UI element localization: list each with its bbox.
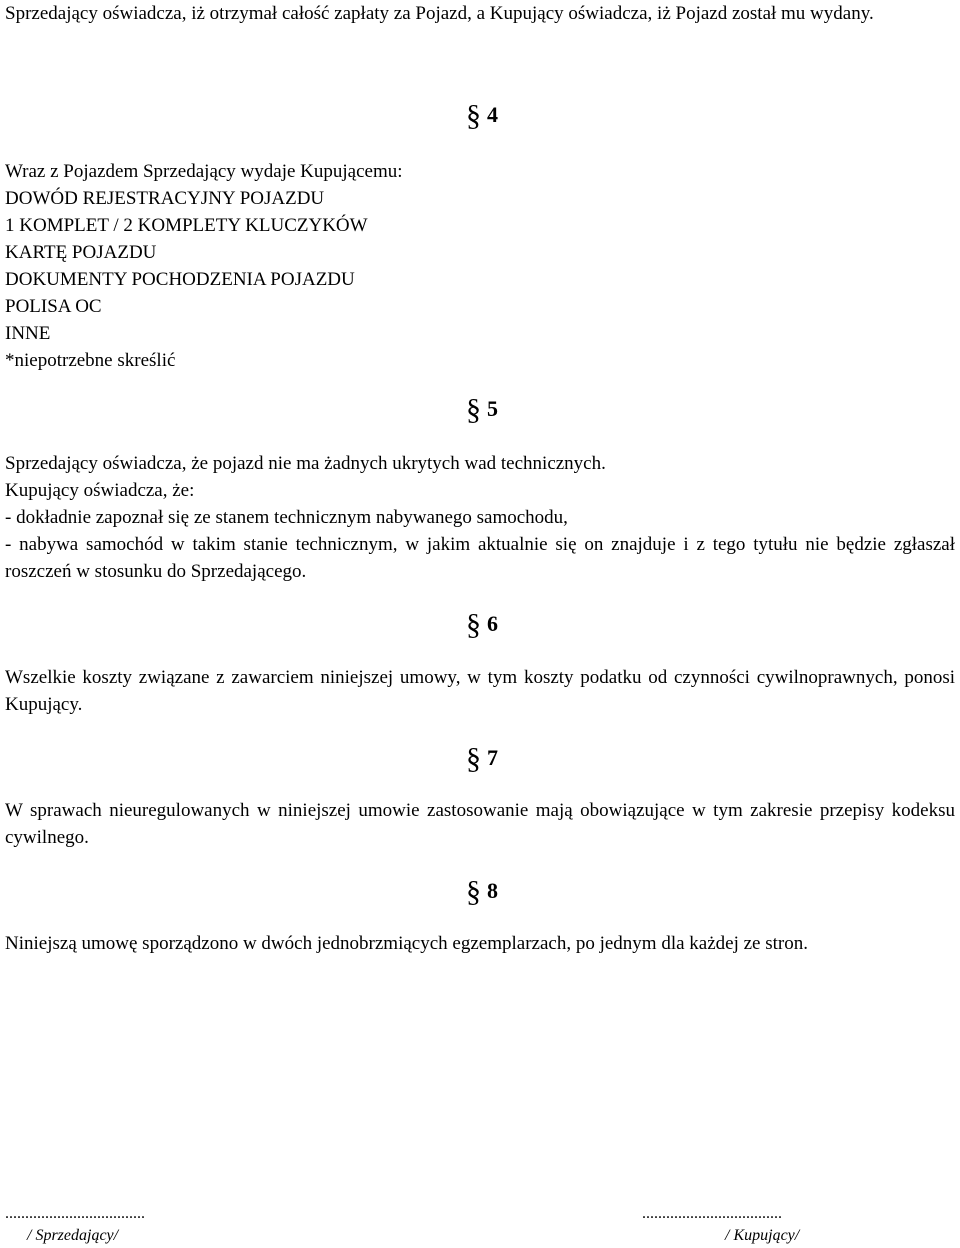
intro-paragraph: Sprzedający oświadcza, iż otrzymał całość zapłaty za Pojazd, a Kupujący oświadcza, iż Pojazd został mu wydany. (5, 3, 874, 24)
section-6-text: Wszelkie koszty związane z zawarciem niniejszej umowy, w tym koszty podatku od czynności cywilnoprawnych, ponosi Kupujący. (5, 667, 955, 715)
handover-item: DOKUMENTY POCHODZENIA POJAZDU (5, 269, 355, 290)
section-symbol: § (466, 608, 481, 641)
section-5-body (5, 450, 955, 585)
handover-item: POLISA OC (5, 296, 102, 317)
handover-item: KARTĘ POJAZDU (5, 242, 157, 263)
buyer-statement-point: - dokładnie zapoznał się ze stanem technicznym nabywanego samochodu, (5, 507, 568, 528)
section-number: 8 (487, 878, 498, 903)
seller-signature (5, 1203, 145, 1247)
section-7-text: W sprawach nieuregulowanych w niniejszej umowie zastosowanie mają obowiązujące w tym zakresie przepisy kodeksu cywilnego. (5, 800, 955, 848)
strike-note: *niepotrzebne skreślić (5, 350, 176, 371)
section-5-heading (466, 393, 498, 426)
handover-item: 1 KOMPLET / 2 KOMPLETY KLUCZYKÓW (5, 215, 368, 236)
buyer-signature (642, 1203, 799, 1247)
handover-lead: Wraz z Pojazdem Sprzedający wydaje Kupującemu: (5, 161, 403, 182)
seller-signature-line: ................................... (5, 1205, 145, 1222)
section-4-body (5, 158, 955, 374)
section-number: 7 (487, 745, 498, 770)
seller-statement: Sprzedający oświadcza, że pojazd nie ma żadnych ukrytych wad technicznych. (5, 453, 606, 474)
buyer-signature-label: / Kupujący/ (725, 1227, 800, 1244)
section-symbol: § (466, 875, 481, 908)
buyer-signature-line: ................................... (642, 1205, 782, 1222)
section-8-text: Niniejszą umowę sporządzono w dwóch jednobrzmiących egzemplarzach, po jednym dla każdej ze stron. (5, 933, 808, 954)
section-symbol: § (466, 393, 481, 426)
handover-item: DOWÓD REJESTRACYJNY POJAZDU (5, 188, 325, 209)
section-symbol: § (466, 742, 481, 775)
section-number: 6 (487, 611, 498, 636)
buyer-statement-point: - nabywa samochód w takim stanie technicznym, w jakim aktualnie się on znajduje i z tego tytułu nie będzie zgłaszał roszczeń w stosunku do Sprzedającego. (5, 534, 955, 582)
seller-signature-label: / Sprzedający/ (27, 1227, 119, 1244)
section-number: 5 (487, 396, 498, 421)
section-number: 4 (487, 102, 498, 127)
buyer-statement: Kupujący oświadcza, że: (5, 480, 195, 501)
section-6-heading (466, 608, 498, 641)
section-8-heading (466, 875, 498, 908)
section-symbol: § (466, 99, 481, 132)
section-7-heading (466, 742, 498, 775)
handover-item: INNE (5, 323, 51, 344)
section-4-heading (466, 99, 498, 132)
